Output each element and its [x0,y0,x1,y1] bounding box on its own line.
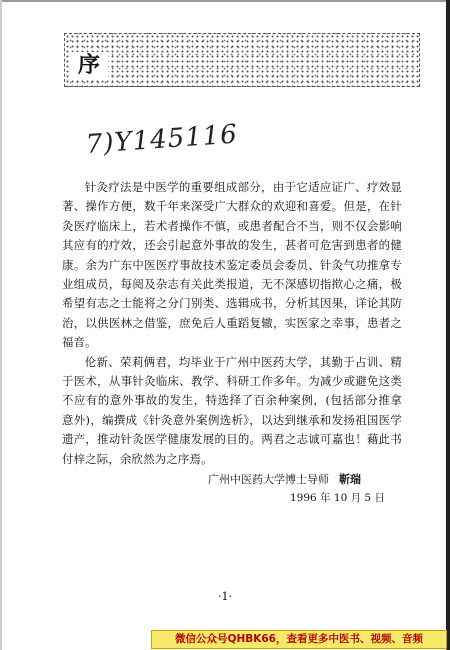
page-edge-left [0,0,2,650]
preface-body [62,178,402,469]
page-edge-right [446,0,450,650]
page-edge-top [0,0,450,2]
title-banner [64,33,420,87]
signature-date: 1996 年 10 月 5 日 [290,492,385,504]
signature-title: 广州中医药大学博士导师 [208,473,329,486]
signature-line [208,472,361,488]
handwritten-note: 7)Y145116 [84,119,239,160]
footer-banner: 微信公众号QHBK66，查看更多中医书、视频、音频 [151,630,447,649]
section-title: 序 [70,52,108,80]
paragraph: 针灸疗法是中医学的重要组成部分，由于它适应证广、疗效显著、操作方便，数千年来深受广大群众的欢迎和喜爱。但是，在针灸医疗临床上，若术者操作不慎，或患者配合不当，则不仅会影响其应有的疗效，还会引起意外事故的发生，甚者可危害到患者的健康。余为广东中医医疗事故技术鉴定委员会委员、针灸气功推拿专业组成员，每阅及杂志有关此类报道，无不深感切指揿心之痛，极希望有志之士能将之分门别类、选辑成书，分析其因果，详论其防治，以供医林之借鉴，庶免后人重蹈复辙，实医家之幸事，患者之福音。 [62,180,402,350]
page-number: ·1· [218,590,232,603]
paragraph: 伦新、荣莉俩君，均毕业于广州中医药大学，其勤于占训、精于医术，从事针灸临床、教学、科研工作多年。为减少或避免这类不应有的意外事故的发生，特选择了百余种案例，(包括部分推拿意外)，编撰成《针灸意外案例选析》，以达到继承和发扬祖国医学遗产，推动针灸医学健康发展的目的。两君之志诚可嘉也！藉此书付梓之际，余欣然为之序焉。 [62,354,402,466]
signature-name: 靳瑞 [339,473,361,486]
